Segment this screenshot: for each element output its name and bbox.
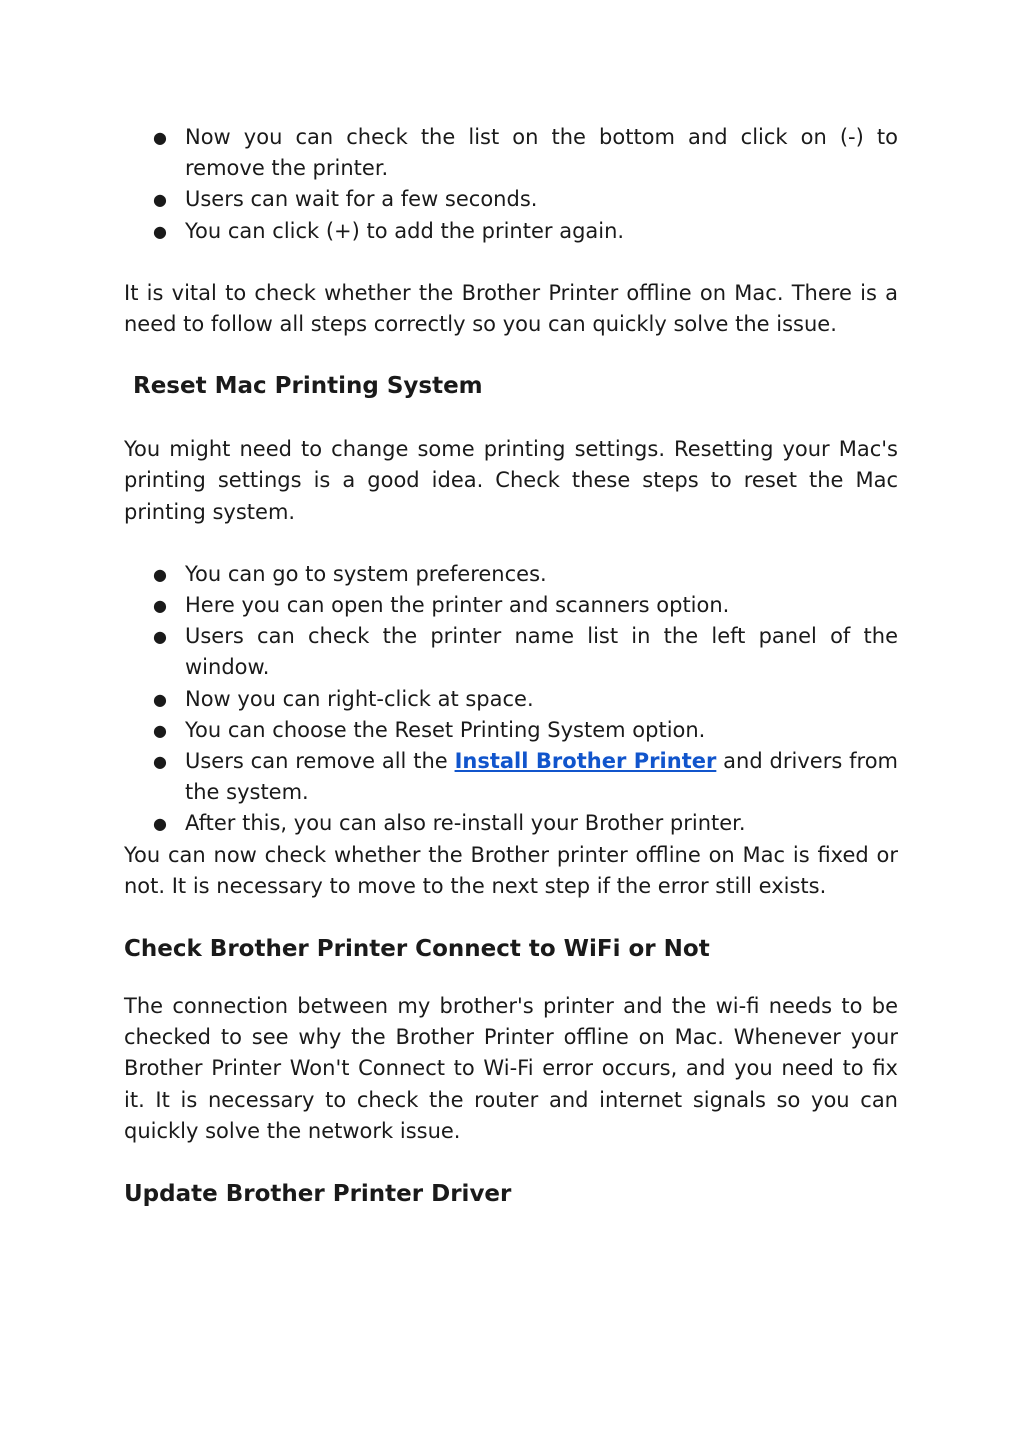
paragraph-reset-intro: You might need to change some printing settings. Resetting your Mac's printing settings is a good idea. Check these steps to reset the Mac printing system. (124, 437, 898, 524)
list-item: ● Users can check the printer name list in the left panel of the window. (185, 621, 898, 683)
list-item: ● Users can wait for a few seconds. (185, 184, 898, 215)
install-brother-printer-link[interactable]: Install Brother Printer (454, 749, 717, 774)
bullet-icon: ● (153, 128, 167, 147)
list-item: ● You can choose the Reset Printing System option. (185, 715, 898, 746)
heading-update-driver: Update Brother Printer Driver (124, 1181, 512, 1208)
bullet-icon: ● (153, 596, 167, 616)
heading-reset-mac-printing: Reset Mac Printing System (133, 373, 483, 400)
paragraph-check-fixed: You can now check whether the Brother printer offline on Mac is fixed or not. It is necessary to move to the next step if the error still exists. (124, 842, 898, 898)
list-item: ● Now you can check the list on the bottom and click on (-) to remove the printer. (185, 122, 898, 184)
document-page (124, 122, 898, 1210)
list-item: ● After this, you can also re-install your Brother printer. (185, 808, 898, 839)
bullet-icon: ● (153, 627, 167, 647)
list-item: ● Now you can right-click at space. (185, 684, 898, 715)
heading-check-wifi: Check Brother Printer Connect to WiFi or Not (124, 936, 710, 963)
paragraph-wifi-connection: The connection between my brother's printer and the wi-fi needs to be checked to see why the Brother Printer offline on Mac. Whenever your Brother Printer Won't Connect to Wi-Fi error occurs, and you need to fix it. It is necessary to check the router and internet signals so you can quickly solve the network issue. (124, 994, 898, 1143)
list-item: ● You can click (+) to add the printer again. (185, 216, 898, 247)
list-item: ● Users can remove all the Install Brother Printer and drivers from the system. (185, 746, 898, 808)
bullet-list-remove-printer (124, 122, 898, 247)
bullet-icon: ● (153, 221, 167, 241)
bullet-list-reset-steps (124, 559, 898, 840)
bullet-icon: ● (153, 689, 167, 709)
list-item: ● Here you can open the printer and scanners option. (185, 590, 898, 621)
bullet-icon: ● (153, 814, 167, 834)
list-item: ● You can go to system preferences. (185, 559, 898, 590)
bullet-icon: ● (153, 564, 167, 584)
bullet-icon: ● (153, 752, 167, 772)
bullet-icon: ● (153, 720, 167, 740)
paragraph-intro: It is vital to check whether the Brother Printer offline on Mac. There is a need to follow all steps correctly so you can quickly solve the issue. (124, 280, 898, 337)
bullet-icon: ● (153, 190, 167, 210)
